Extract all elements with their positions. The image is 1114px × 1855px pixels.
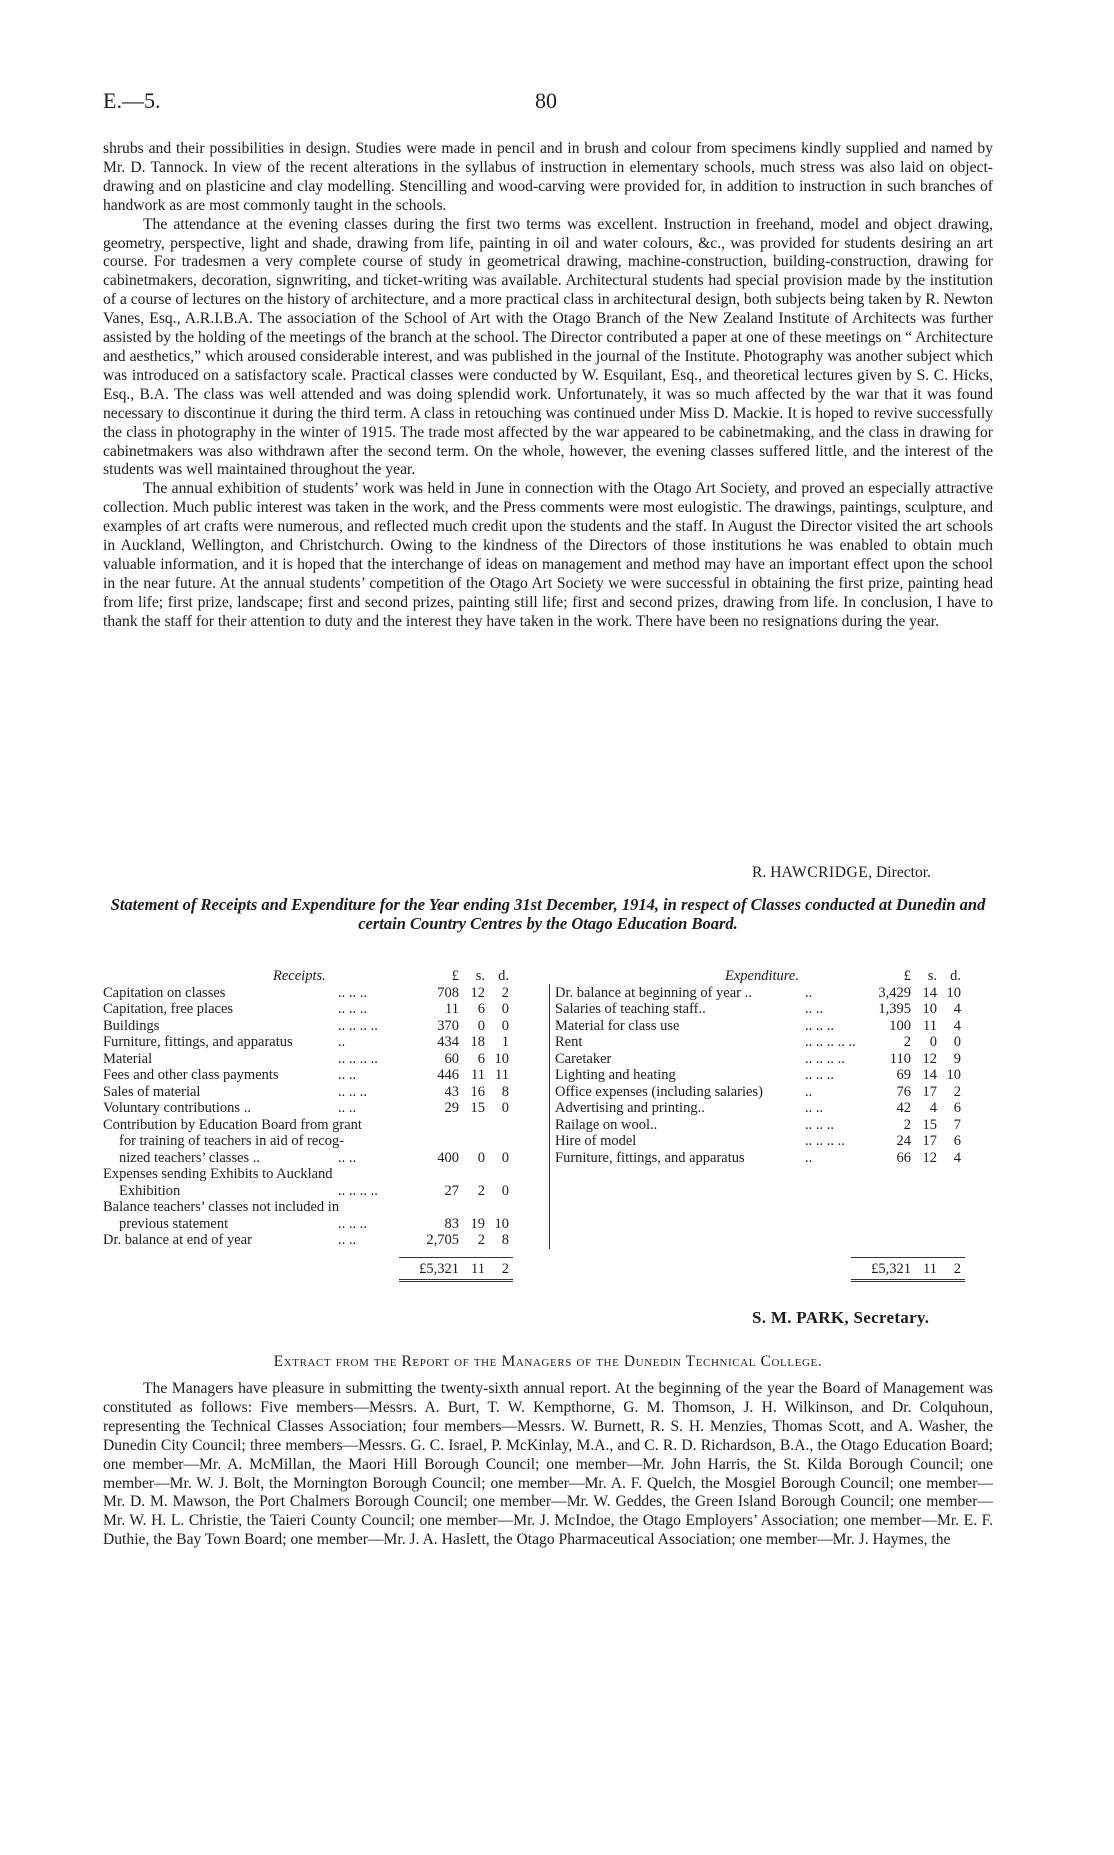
expenditure-row bbox=[555, 1150, 995, 1167]
amount-pence: 0 bbox=[953, 1034, 961, 1050]
leader-dots: .. .. .. .. bbox=[805, 1050, 845, 1067]
director-signature bbox=[752, 864, 931, 882]
leader-dots: .. bbox=[805, 984, 813, 1001]
signature-initial: R. H bbox=[752, 864, 782, 881]
receipt-row bbox=[103, 1117, 543, 1134]
total-double-rule bbox=[399, 1279, 513, 1282]
pounds-header: £ bbox=[903, 968, 911, 984]
leader-dots: .. bbox=[338, 1034, 346, 1050]
expenditure-row bbox=[555, 1084, 995, 1101]
expenditure-label: Salaries of teaching staff.. bbox=[555, 1001, 706, 1017]
leader-dots: .. .. .. bbox=[805, 1116, 834, 1133]
receipt-label: Capitation, free places bbox=[103, 1001, 234, 1017]
expenditure-table bbox=[555, 968, 995, 1277]
receipts-heading: Receipts. bbox=[273, 968, 326, 984]
receipt-label: nized teachers’ classes .. bbox=[119, 1149, 261, 1166]
amount-shillings: 19 bbox=[470, 1215, 485, 1232]
amount-pounds: 76 bbox=[896, 1083, 911, 1100]
amount-shillings: 16 bbox=[470, 1083, 485, 1100]
leader-dots: .. .. .. .. bbox=[338, 1017, 378, 1034]
receipt-label: previous statement bbox=[119, 1215, 229, 1232]
spacer bbox=[103, 1249, 543, 1261]
amount-shillings: 0 bbox=[929, 1034, 937, 1050]
amount-pounds: 708 bbox=[437, 984, 459, 1001]
expenditure-label: Rent bbox=[555, 1034, 583, 1050]
amount-pounds: £5,321 bbox=[419, 1260, 459, 1277]
receipt-label: Buildings bbox=[103, 1017, 160, 1034]
amount-shillings: 17 bbox=[922, 1133, 937, 1149]
shillings-header: s. bbox=[927, 968, 937, 984]
expenditure-row bbox=[555, 985, 995, 1002]
receipt-label: Material bbox=[103, 1050, 153, 1067]
amount-pounds: 69 bbox=[896, 1067, 911, 1083]
amount-shillings: 2 bbox=[477, 1232, 485, 1248]
amount-shillings: 11 bbox=[923, 1017, 937, 1034]
report-paragraph: The annual exhibition of students’ work was held in June in connection with the Otago Art Society, and proved an especially attractive collection. Much public interest was taken in the work, and the Press comments were most eulogistic. The drawings, paintings, sculpture, and examples of art crafts were numerous, and reflected much credit upon the students and the staff. In August the Director visited the art schools in Auckland, Wellington, and Christchurch. Owing to the kindness of the Directors of those institutions he was enabled to obtain much valuable information, and it is hoped that the interchange of ideas on management and method may have an important effect upon the school in the near future. At the annual students’ competition of the Otago Art Society we were successful in obtaining the first prize, painting head from life; first prize, landscape; first and second prizes, painting still life; first and second prizes, drawing from life. In conclusion, I have to thank the staff for their attention to duty and the interest they have taken in the work. There have been no resignations during the year. bbox=[103, 480, 993, 630]
expenditure-row bbox=[555, 1133, 995, 1150]
amount-pence: 2 bbox=[953, 1083, 961, 1100]
extract-body bbox=[103, 1380, 993, 1550]
amount-shillings: 10 bbox=[922, 1001, 937, 1017]
amount-shillings: 0 bbox=[477, 1017, 485, 1034]
amount-pence: 4 bbox=[953, 1149, 961, 1166]
expenditure-header-row bbox=[555, 968, 995, 985]
expenditure-label: Railage on wool.. bbox=[555, 1116, 658, 1133]
page-number: 80 bbox=[535, 88, 557, 113]
expenditure-label: Dr. balance at beginning of year .. bbox=[555, 984, 752, 1001]
leader-dots: .. .. bbox=[338, 1067, 357, 1083]
spacer bbox=[555, 1166, 995, 1261]
amount-shillings: 17 bbox=[922, 1083, 937, 1100]
amount-pence: 7 bbox=[953, 1116, 961, 1133]
amount-shillings: 15 bbox=[470, 1100, 485, 1116]
total-double-rule bbox=[851, 1279, 965, 1282]
amount-pence: 4 bbox=[953, 1017, 961, 1034]
amount-shillings: 12 bbox=[922, 1149, 937, 1166]
receipt-row bbox=[103, 1034, 543, 1051]
leader-dots: .. .. .. bbox=[338, 1083, 367, 1100]
amount-pence: 10 bbox=[494, 1050, 509, 1067]
amount-pounds: 66 bbox=[896, 1149, 911, 1166]
receipt-label: Balance teachers’ classes not included in bbox=[103, 1199, 340, 1215]
total-rule bbox=[851, 1257, 965, 1258]
receipt-label: Capitation on classes bbox=[103, 984, 226, 1001]
amount-pence: 8 bbox=[501, 1083, 509, 1100]
receipt-label: Dr. balance at end of year bbox=[103, 1232, 252, 1248]
amount-pounds: 2,705 bbox=[426, 1232, 459, 1248]
amount-pounds: 434 bbox=[437, 1034, 459, 1050]
receipt-row bbox=[103, 1166, 543, 1183]
receipt-label: Expenses sending Exhibits to Auckland bbox=[103, 1166, 333, 1182]
amount-shillings: 11 bbox=[923, 1260, 937, 1277]
leader-dots: .. .. .. bbox=[338, 984, 367, 1001]
receipts-table bbox=[103, 968, 543, 1277]
receipt-label: Contribution by Education Board from grant bbox=[103, 1116, 362, 1133]
leader-dots: .. .. .. bbox=[338, 1215, 367, 1232]
amount-shillings: 2 bbox=[477, 1182, 485, 1199]
leader-dots: .. .. bbox=[805, 1001, 824, 1017]
amount-pounds: 110 bbox=[889, 1050, 911, 1067]
leader-dots: .. .. bbox=[338, 1100, 357, 1116]
column-divider bbox=[549, 984, 550, 1249]
amount-pounds: 11 bbox=[445, 1001, 459, 1017]
shillings-header: s. bbox=[475, 968, 485, 984]
amount-pounds: 370 bbox=[437, 1017, 459, 1034]
receipt-row bbox=[103, 1199, 543, 1216]
receipt-row bbox=[103, 1084, 543, 1101]
expenditure-label: Material for class use bbox=[555, 1017, 680, 1034]
amount-pence: 10 bbox=[946, 1067, 961, 1083]
amount-pence: 11 bbox=[495, 1067, 509, 1083]
receipt-label: Fees and other class payments bbox=[103, 1067, 279, 1083]
amount-pence: 0 bbox=[501, 1182, 509, 1199]
receipt-label: Exhibition bbox=[119, 1182, 181, 1199]
amount-pence: 10 bbox=[946, 984, 961, 1001]
leader-dots: .. bbox=[805, 1083, 813, 1100]
receipt-row bbox=[103, 1051, 543, 1068]
receipt-row bbox=[103, 1232, 543, 1249]
expenditure-row bbox=[555, 1001, 995, 1018]
report-paragraph: shrubs and their possibilities in design. Studies were made in pencil and in brush and colour from specimens kindly supplied and named by Mr. D. Tannock. In view of the recent alterations in the syllabus of instruction in elementary schools, much stress was also laid on object-drawing and on plasticine and clay modelling. Stencilling and wood-carving were provided for, in addition to instruction in such branches of handwork as are most commonly taught in the schools. bbox=[103, 140, 993, 214]
expenditure-row bbox=[555, 1051, 995, 1068]
receipt-row bbox=[103, 1100, 543, 1117]
amount-pence: 0 bbox=[501, 1100, 509, 1116]
amount-shillings: 15 bbox=[922, 1116, 937, 1133]
expenditure-label: Advertising and printing.. bbox=[555, 1100, 705, 1116]
expenditure-row bbox=[555, 1034, 995, 1051]
leader-dots: .. .. .. .. .. bbox=[805, 1034, 856, 1050]
amount-pounds: 3,429 bbox=[878, 984, 911, 1001]
expenditure-heading: Expenditure. bbox=[725, 968, 799, 984]
expenditure-row bbox=[555, 1018, 995, 1035]
amount-pounds: £5,321 bbox=[871, 1260, 911, 1277]
leader-dots: .. .. .. bbox=[805, 1067, 834, 1083]
expenditure-total-row bbox=[555, 1261, 995, 1278]
receipt-row bbox=[103, 1067, 543, 1084]
signature-name: AWCRIDGE bbox=[781, 864, 869, 881]
expenditure-row bbox=[555, 1067, 995, 1084]
amount-pounds: 27 bbox=[444, 1182, 459, 1199]
amount-pounds: 400 bbox=[437, 1149, 459, 1166]
amount-pence: 0 bbox=[501, 1017, 509, 1034]
amount-pounds: 83 bbox=[444, 1215, 459, 1232]
expenditure-label: Lighting and heating bbox=[555, 1067, 676, 1083]
amount-shillings: 6 bbox=[477, 1001, 485, 1017]
amount-pounds: 24 bbox=[896, 1133, 911, 1149]
receipts-total-row bbox=[103, 1261, 543, 1278]
leader-dots: .. .. .. .. bbox=[805, 1133, 845, 1149]
report-body bbox=[103, 140, 993, 632]
leader-dots: .. .. bbox=[805, 1100, 824, 1116]
receipt-row bbox=[103, 1001, 543, 1018]
leader-dots: .. .. bbox=[338, 1232, 357, 1248]
amount-pounds: 446 bbox=[437, 1067, 459, 1083]
amount-pence: 6 bbox=[953, 1100, 961, 1116]
expenditure-row bbox=[555, 1100, 995, 1117]
amount-pence: 8 bbox=[501, 1232, 509, 1248]
amount-pounds: 100 bbox=[889, 1017, 911, 1034]
amount-shillings: 14 bbox=[922, 1067, 937, 1083]
amount-pounds: 2 bbox=[903, 1034, 911, 1050]
report-paragraph: The attendance at the evening classes during the first two terms was excellent. Instruction in freehand, model and object drawing, geometry, perspective, light and shade, drawing from life, painting in oil and water colours, &c., was provided for students desiring an art course. For tradesmen a very complete course of study in geometrical drawing, machine-construction, building-construction, drawing for cabinetmakers, decoration, signwriting, and ticket-writing was available. Architectural students had special provision made by the institution of a course of lectures on the history of architecture, and a more practical class in architectural design, both subjects being taken by R. Newton Vanes, Esq., A.R.I.B.A. The association of the School of Art with the Otago Branch of the New Zealand Institute of Architects was further assisted by the holding of the meetings of the branch at the school. The Director contributed a paper at one of these meetings on “ Architecture and aesthetics,” which aroused considerable interest, and was published in the journal of the Institute. Photography was another subject which was introduced on a satisfactory scale. Practical classes were conducted by W. Esquilant, Esq., and theoretical lectures given by S. C. Hicks, Esq., B.A. The class was well attended and was doing splendid work. Unfortunately, it was so much affected by the war that it was found necessary to discontinue it during the third term. A class in retouching was continued under Miss D. Mackie. It is hoped to revive successfully the class in photography in the winter of 1915. The trade most affected by the war appeared to be cabinetmaking, and the class in drawing for cabinetmakers was also withdrawn after the second term. On the whole, however, the evening classes suffered little, and the interest of the students was well maintained throughout the year. bbox=[103, 215, 993, 479]
receipts-header-row bbox=[103, 968, 543, 985]
amount-shillings: 18 bbox=[470, 1034, 485, 1050]
extract-title: Extract from the Report of the Managers of the Dunedin Technical College. bbox=[273, 1353, 823, 1370]
amount-pounds: 42 bbox=[896, 1100, 911, 1116]
receipt-row bbox=[103, 1150, 543, 1167]
amount-pounds: 60 bbox=[444, 1050, 459, 1067]
amount-shillings: 11 bbox=[471, 1260, 485, 1277]
pounds-header: £ bbox=[451, 968, 459, 984]
receipt-row bbox=[103, 985, 543, 1002]
expenditure-row bbox=[555, 1117, 995, 1134]
extract-paragraph: The Managers have pleasure in submitting the twenty-sixth annual report. At the beginning of the year the Board of Management was constituted as follows: Five members—Messrs. A. Burt, T. W. Kempthorne, G. M. Thomson, J. H. Wilkinson, and Dr. Colquhoun, representing the Technical Classes Association; four members—Messrs. W. Burnett, R. S. H. Menzies, Thomas Scott, and A. Washer, the Dunedin City Council; three members—Messrs. G. C. Israel, P. McKinlay, M.A., and C. R. D. Richardson, B.A., the Otago Education Board; one member—Mr. A. McMillan, the Maori Hill Borough Council; one member—Mr. John Harris, the St. Kilda Borough Council; one member—Mr. W. J. Bolt, the Mornington Borough Council; one member—Mr. A. F. Quelch, the Mosgiel Borough Council; one member—Mr. D. M. Mawson, the Port Chalmers Borough Council; one member—Mr. W. Geddes, the Green Island Borough Council; one member—Mr. W. H. L. Christie, the Taieri County Council; one member—Mr. J. McIndoe, the Otago Employers’ Association; one member—Mr. E. F. Duthie, the Bay Town Board; one member—Mr. J. A. Haslett, the Otago Pharmaceutical Association; one member—Mr. J. Haymes, the bbox=[103, 1380, 993, 1549]
amount-shillings: 14 bbox=[922, 984, 937, 1001]
statement-title: Statement of Receipts and Expenditure for the Year ending 31st December, 1914, in respect of Classes conducted at Dunedin and certain Country Centres by the Otago Education Board. bbox=[110, 895, 986, 933]
receipt-label: Voluntary contributions .. bbox=[103, 1100, 251, 1116]
amount-pence: 0 bbox=[501, 1001, 509, 1017]
leader-dots: .. bbox=[805, 1149, 813, 1166]
receipt-label: Sales of material bbox=[103, 1083, 201, 1100]
receipt-row bbox=[103, 1133, 543, 1150]
expenditure-label: Furniture, fittings, and apparatus bbox=[555, 1149, 745, 1166]
amount-pence: 9 bbox=[953, 1050, 961, 1067]
amount-pence: 1 bbox=[501, 1034, 509, 1050]
leader-dots: .. .. .. bbox=[338, 1001, 367, 1017]
amount-pence: 10 bbox=[494, 1215, 509, 1232]
signature-title: , Director. bbox=[868, 864, 932, 881]
pence-header: d. bbox=[498, 968, 509, 984]
amount-shillings: 0 bbox=[477, 1149, 485, 1166]
amount-shillings: 12 bbox=[922, 1050, 937, 1067]
pence-header: d. bbox=[950, 968, 961, 984]
amount-shillings: 6 bbox=[477, 1050, 485, 1067]
amount-pence: 2 bbox=[501, 1260, 509, 1277]
amount-pounds: 1,395 bbox=[878, 1001, 911, 1017]
secretary-signature: S. M. PARK, Secretary. bbox=[752, 1308, 930, 1327]
expenditure-label: Office expenses (including salaries) bbox=[555, 1083, 763, 1100]
receipt-row bbox=[103, 1216, 543, 1233]
amount-shillings: 11 bbox=[471, 1067, 485, 1083]
receipt-row bbox=[103, 1183, 543, 1200]
receipt-row bbox=[103, 1018, 543, 1035]
receipt-label: for training of teachers in aid of recog- bbox=[119, 1133, 345, 1149]
amount-pounds: 2 bbox=[903, 1116, 911, 1133]
expenditure-label: Hire of model bbox=[555, 1133, 637, 1149]
amount-pence: 4 bbox=[953, 1001, 961, 1017]
leader-dots: .. .. bbox=[338, 1149, 357, 1166]
amount-pence: 6 bbox=[953, 1133, 961, 1149]
total-rule bbox=[399, 1257, 513, 1258]
leader-dots: .. .. .. .. bbox=[338, 1050, 378, 1067]
receipt-label: Furniture, fittings, and apparatus bbox=[103, 1034, 293, 1050]
leader-dots: .. .. .. .. bbox=[338, 1182, 378, 1199]
amount-pounds: 43 bbox=[444, 1083, 459, 1100]
amount-pence: 2 bbox=[953, 1260, 961, 1277]
amount-pence: 0 bbox=[501, 1149, 509, 1166]
leader-dots: .. .. .. bbox=[805, 1017, 834, 1034]
document-reference: E.—5. bbox=[103, 88, 161, 113]
amount-pence: 2 bbox=[501, 984, 509, 1001]
expenditure-label: Caretaker bbox=[555, 1050, 612, 1067]
amount-shillings: 4 bbox=[929, 1100, 937, 1116]
amount-pounds: 29 bbox=[444, 1100, 459, 1116]
amount-shillings: 12 bbox=[470, 984, 485, 1001]
